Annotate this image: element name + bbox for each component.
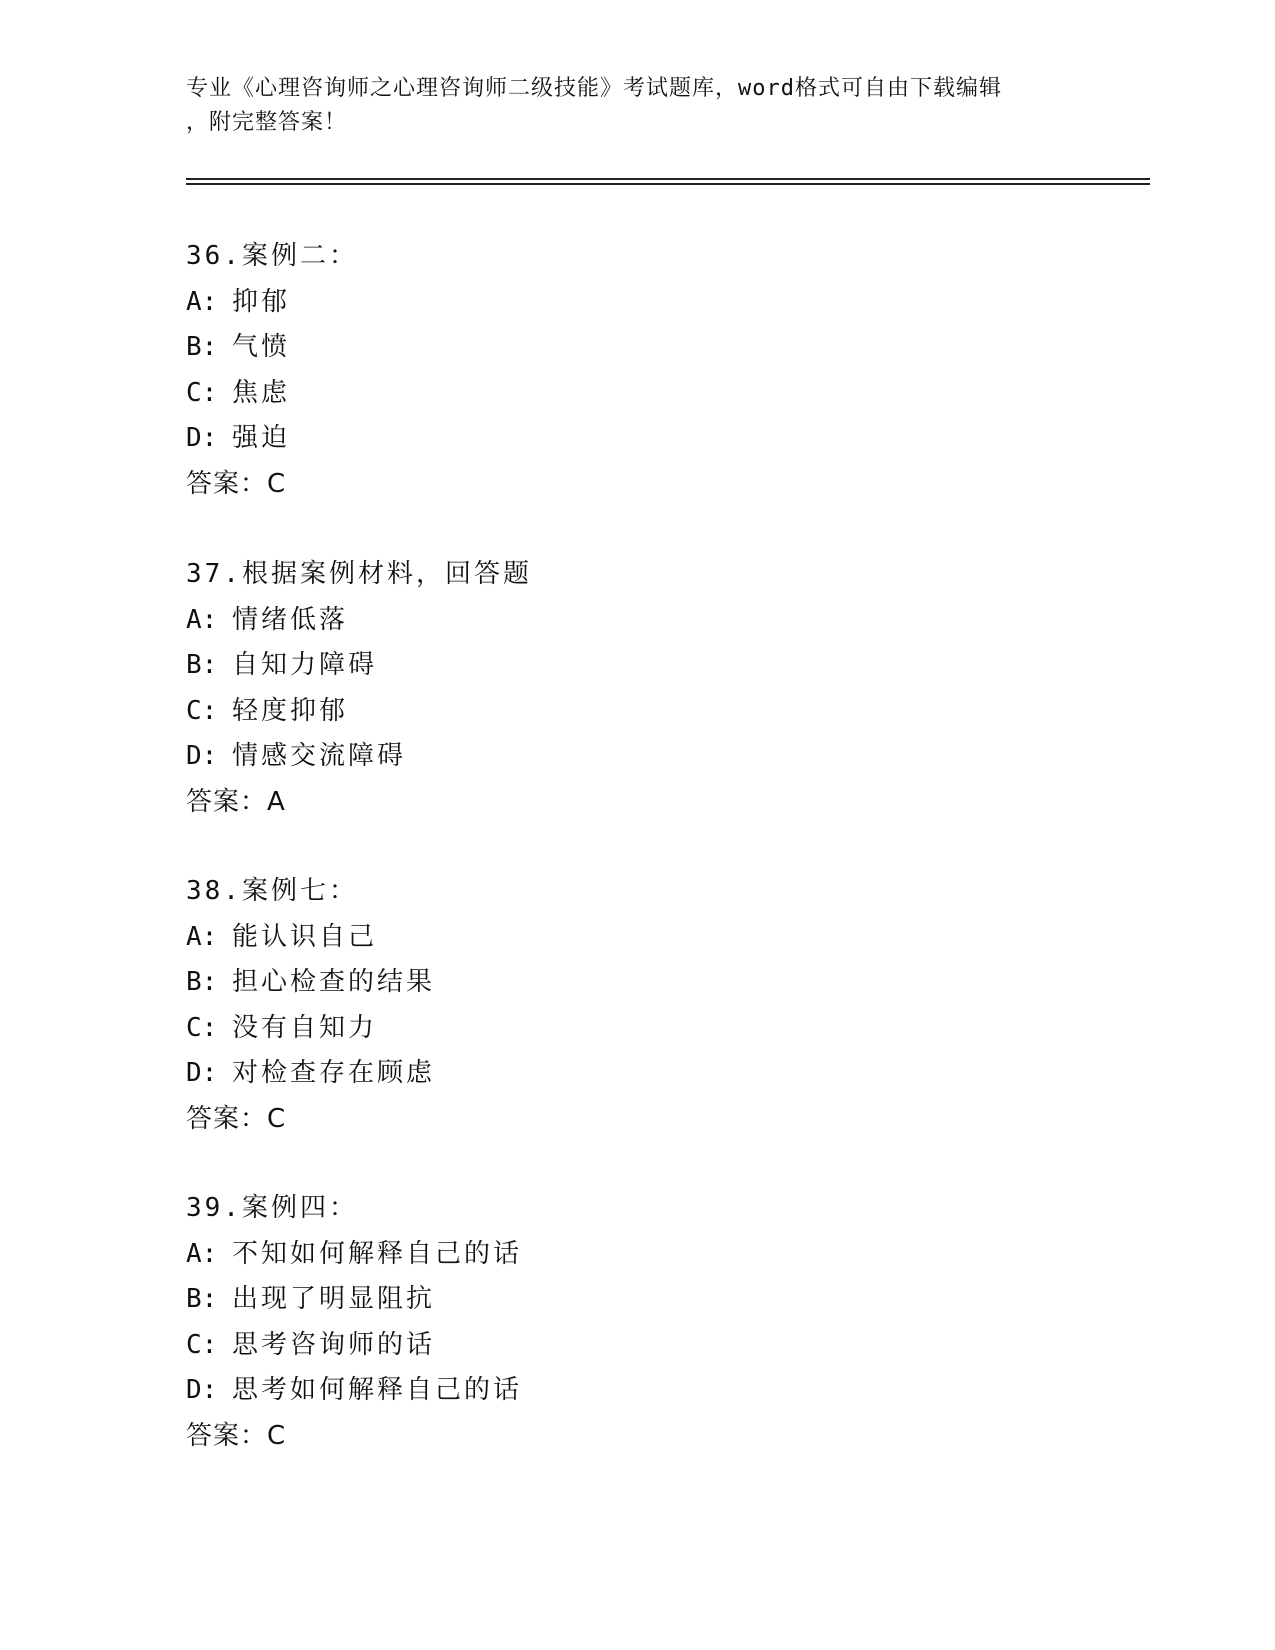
option-letter: B:	[186, 650, 218, 681]
header-line-1: 专业《心理咨询师之心理咨询师二级技能》考试题库，word格式可自由下载编辑	[186, 76, 1002, 101]
option-letter: A:	[186, 604, 218, 635]
option-c	[186, 371, 1086, 417]
answer-line: 答案：C	[186, 468, 287, 499]
option-text: 气愤	[232, 332, 291, 363]
question-title: 39.案例四：	[186, 1193, 358, 1223]
header-divider-bottom	[186, 183, 1150, 185]
option-letter: B:	[186, 332, 218, 363]
option-text: 自知力障碍	[232, 650, 378, 681]
option-a	[186, 280, 1086, 326]
option-letter: A:	[186, 1238, 218, 1269]
question-39	[186, 1186, 1086, 1460]
option-text: 轻度抑郁	[232, 695, 349, 726]
answer-line: 答案：A	[186, 786, 286, 817]
option-text: 思考咨询师的话	[232, 1329, 436, 1360]
option-a	[186, 915, 1086, 961]
option-letter: C:	[186, 1329, 218, 1360]
header-line-2: ，附完整答案！	[186, 110, 348, 135]
option-text: 思考如何解释自己的话	[232, 1375, 523, 1406]
option-a	[186, 598, 1086, 644]
question-title: 37.根据案例材料，回答题	[186, 559, 532, 589]
option-d	[186, 734, 1086, 780]
option-letter: D:	[186, 423, 218, 454]
option-a	[186, 1232, 1086, 1278]
document-header	[186, 72, 1086, 140]
option-text: 情绪低落	[232, 604, 349, 635]
option-b	[186, 1277, 1086, 1323]
option-d	[186, 1368, 1086, 1414]
header-divider-top	[186, 178, 1150, 180]
option-letter: D:	[186, 1058, 218, 1089]
question-36	[186, 234, 1086, 508]
option-text: 对检查存在顾虑	[232, 1058, 436, 1089]
option-text: 情感交流障碍	[232, 741, 407, 772]
option-text: 出现了明显阻抗	[232, 1284, 436, 1315]
option-b	[186, 643, 1086, 689]
option-c	[186, 1323, 1086, 1369]
question-38	[186, 869, 1086, 1143]
option-d	[186, 416, 1086, 462]
option-text: 担心检查的结果	[232, 967, 436, 998]
option-letter: D:	[186, 1375, 218, 1406]
question-title: 36.案例二：	[186, 241, 358, 271]
option-letter: B:	[186, 1284, 218, 1315]
option-c	[186, 1006, 1086, 1052]
option-letter: C:	[186, 377, 218, 408]
option-b	[186, 960, 1086, 1006]
answer-line: 答案：C	[186, 1420, 287, 1451]
option-text: 抑郁	[232, 286, 291, 317]
option-letter: A:	[186, 921, 218, 952]
option-c	[186, 689, 1086, 735]
option-text: 没有自知力	[232, 1012, 378, 1043]
option-letter: D:	[186, 741, 218, 772]
option-letter: C:	[186, 1012, 218, 1043]
option-text: 不知如何解释自己的话	[232, 1238, 523, 1269]
option-b	[186, 325, 1086, 371]
question-37	[186, 552, 1086, 826]
option-letter: A:	[186, 286, 218, 317]
option-text: 能认识自己	[232, 921, 378, 952]
option-text: 焦虑	[232, 377, 291, 408]
option-d	[186, 1051, 1086, 1097]
option-text: 强迫	[232, 423, 291, 454]
answer-line: 答案：C	[186, 1103, 287, 1134]
option-letter: B:	[186, 967, 218, 998]
question-title: 38.案例七：	[186, 876, 358, 906]
option-letter: C:	[186, 695, 218, 726]
